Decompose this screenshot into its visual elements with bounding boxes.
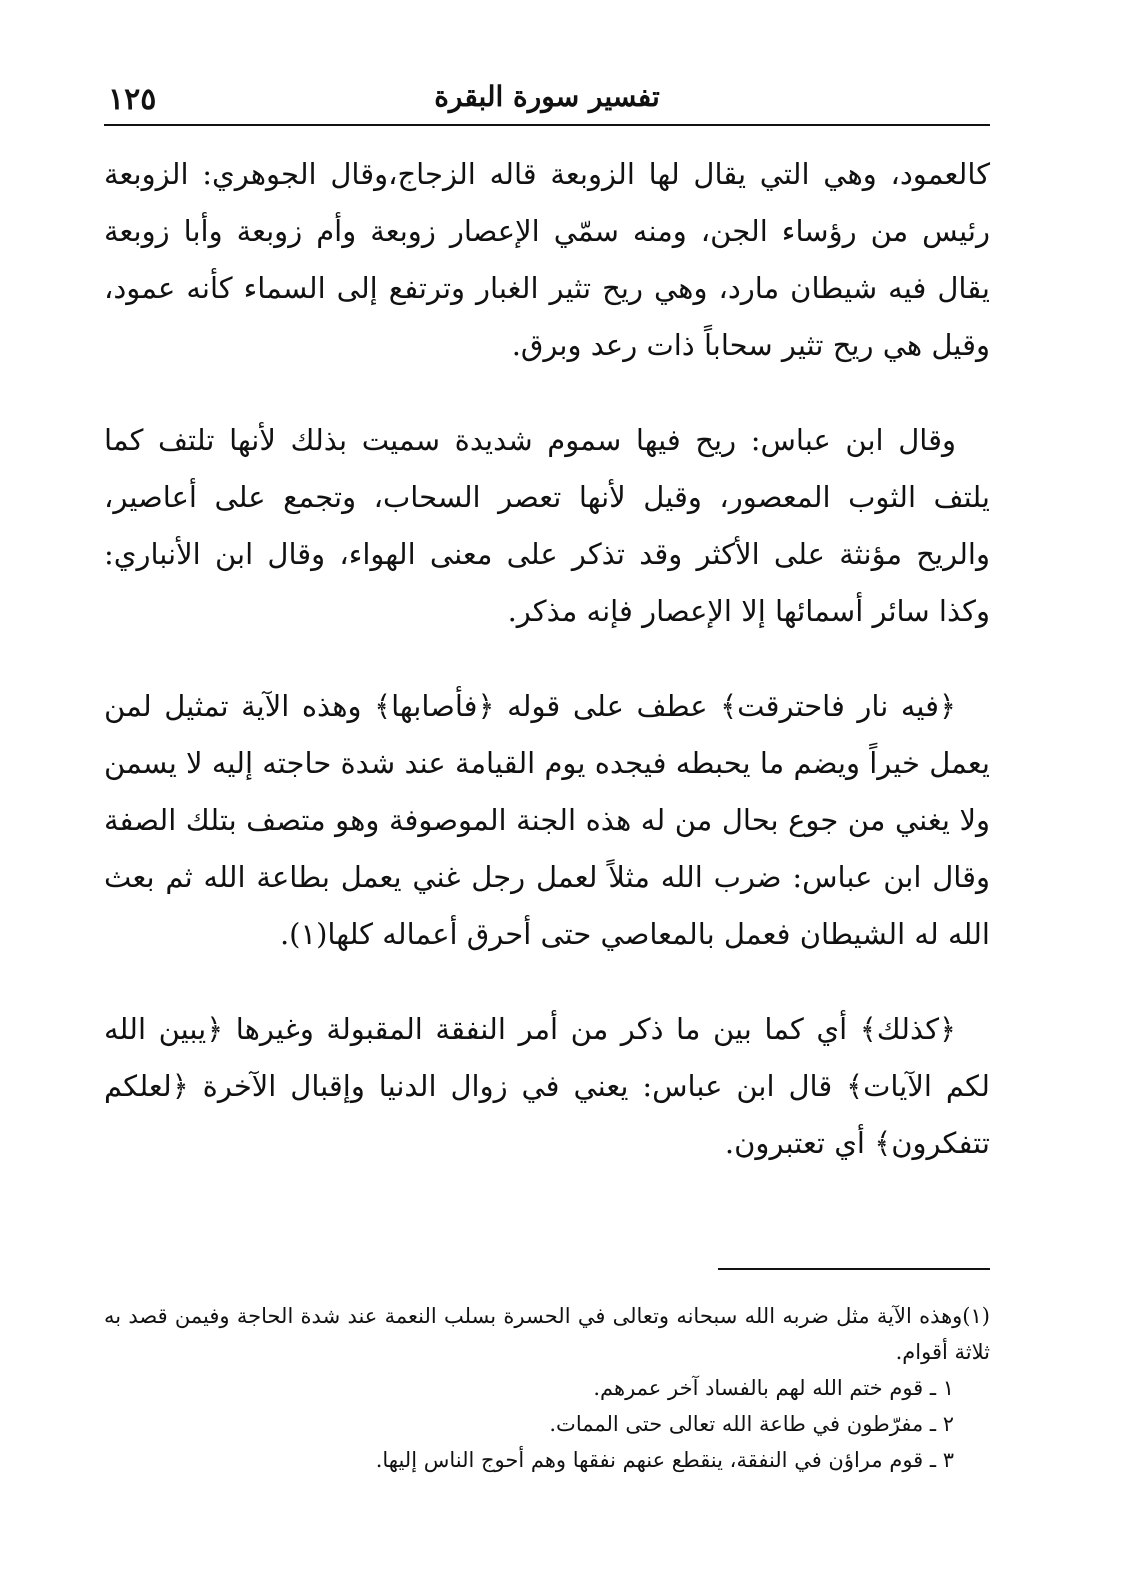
footnote-item: ١ ـ قوم ختم الله لهم بالفساد آخر عمرهم. [593, 1376, 954, 1400]
footnote-item: ٣ ـ قوم مراؤن في النفقة، ينقطع عنهم نفقها وهم أحوج الناس إليها. [375, 1448, 954, 1472]
running-title: تفسير سورة البقرة [434, 80, 660, 113]
paragraph: ﴿كذلك﴾ أي كما بين ما ذكر من أمر النفقة المقبولة وغيرها ﴿يبين الله لكم الآيات﴾ قال ابن عباس: يعني في زوال الدنيا وإقبال الآخرة ﴿لعلكم تتفكرون﴾ أي تعتبرون. [104, 1012, 990, 1160]
page-header [104, 76, 990, 126]
page-number: ١٢٥ [108, 82, 157, 117]
main-text [104, 146, 990, 1210]
paragraph: ﴿فيه نار فاحترقت﴾ عطف على قوله ﴿فأصابها﴾ وهذه الآية تمثيل لمن يعمل خيراً ويضم ما يحبطه فيجده يوم القيامة عند شدة حاجته إليه لا يسمن ولا يغني من جوع بحال من له هذه الجنة الموصوفة وهو متصف بتلك الصفة وقال ابن عباس: ضرب الله مثلاً لعمل رجل غني يعمل بطاعة الله ثم بعث الله له الشيطان فعمل بالمعاصي حتى أحرق أعماله كلها(١). [104, 689, 990, 951]
footnote-item: ٢ ـ مفرّطون في طاعة الله تعالى حتى الممات. [549, 1412, 954, 1436]
footnotes [104, 1298, 990, 1478]
footnote-intro: (١)وهذه الآية مثل ضربه الله سبحانه وتعالى في الحسرة بسلب النعمة عند شدة الحاجة وفيمن قصد به ثلاثة أقوام. [104, 1304, 990, 1364]
paragraph: وقال ابن عباس: ريح فيها سموم شديدة سميت بذلك لأنها تلتف كما يلتف الثوب المعصور، وقيل لأنها تعصر السحاب، وتجمع على أعاصير، والريح مؤنثة على الأكثر وقد تذكر على معنى الهواء، وقال ابن الأنباري: وكذا سائر أسمائها إلا الإعصار فإنه مذكر. [104, 423, 990, 628]
footnote-separator [718, 1268, 990, 1270]
paragraph: كالعمود، وهي التي يقال لها الزوبعة قاله الزجاج،وقال الجوهري: الزوبعة رئيس من رؤساء الجن، ومنه سمّي الإعصار زوبعة وأم زوبعة وأبا زوبعة يقال فيه شيطان مارد، وهي ريح تثير الغبار وترتفع إلى السماء كأنه عمود، وقيل هي ريح تثير سحاباً ذات رعد وبرق. [104, 157, 990, 362]
